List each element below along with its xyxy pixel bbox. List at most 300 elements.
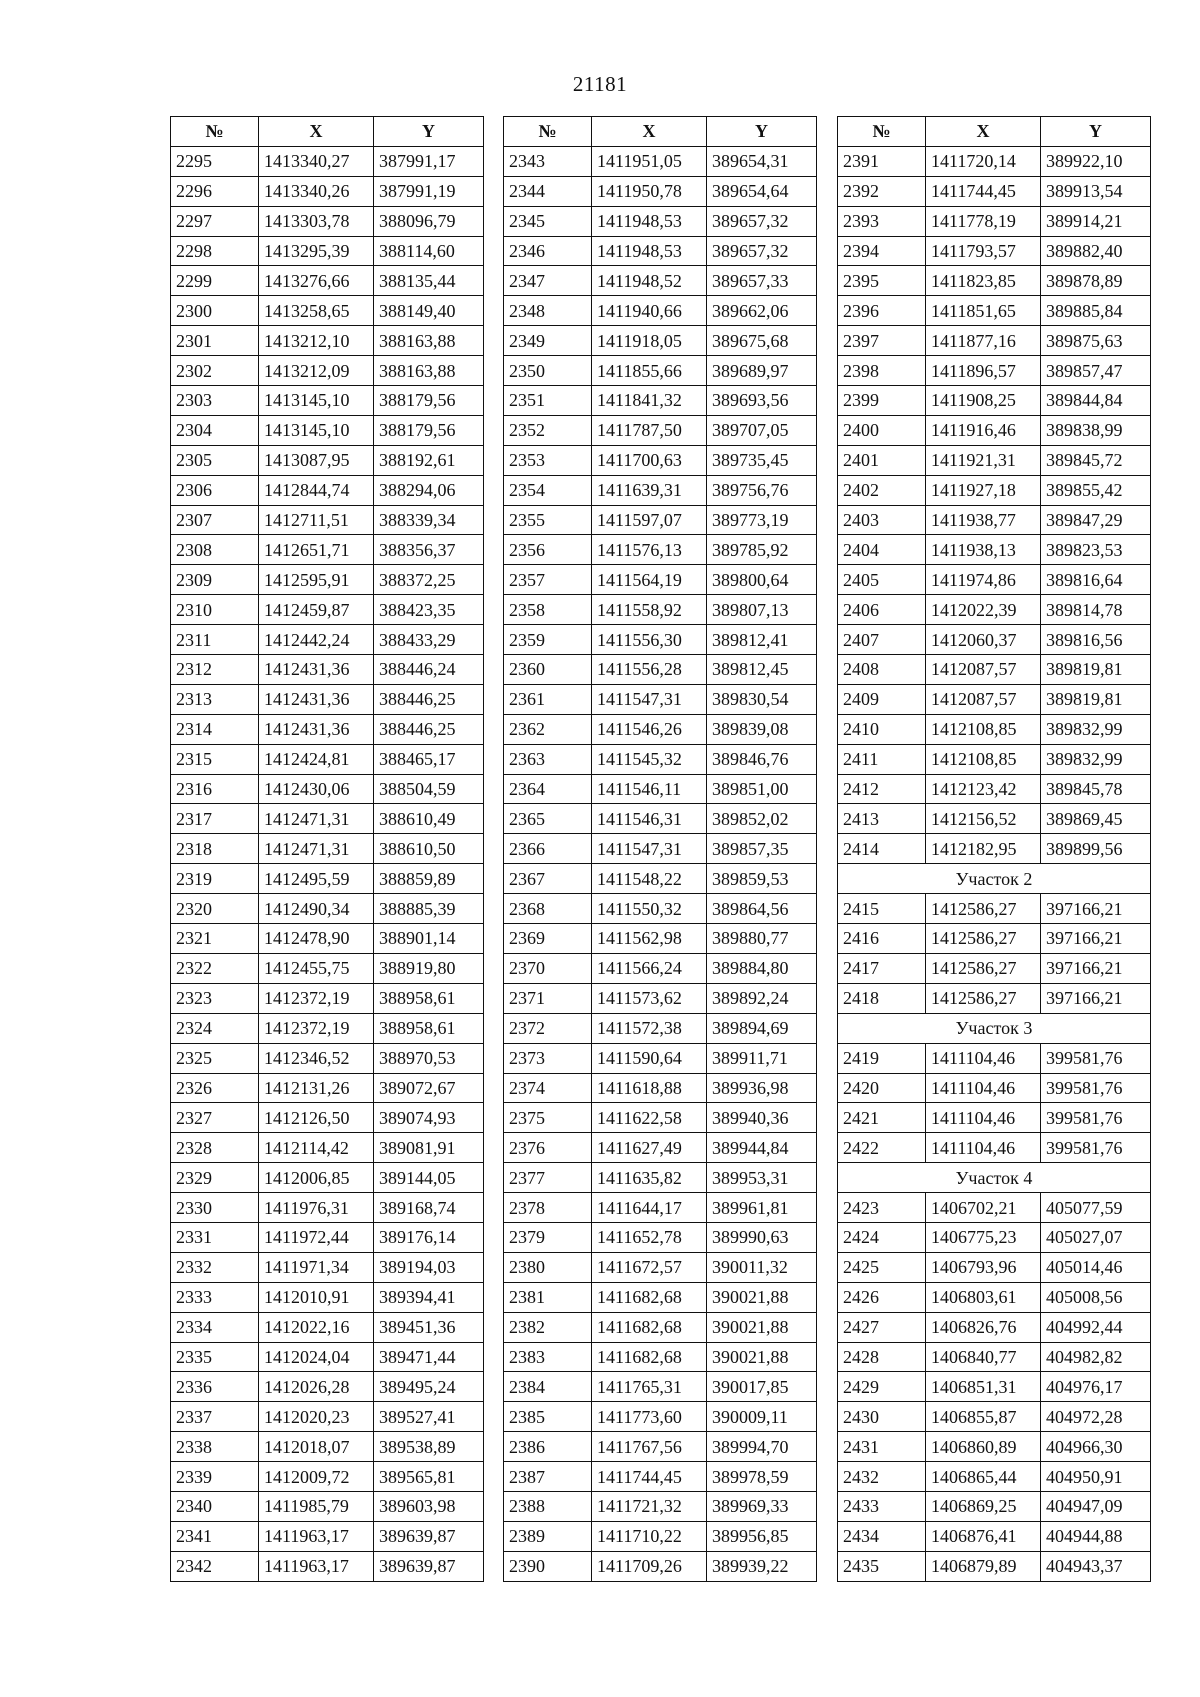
- x-coordinate-cell: 1411576,13: [592, 535, 707, 565]
- table-row: [838, 1372, 1151, 1402]
- table-row: [171, 296, 484, 326]
- y-coordinate-cell: 389144,05: [374, 1163, 484, 1193]
- x-coordinate-cell: 1413295,39: [259, 236, 374, 266]
- table-row: [171, 445, 484, 475]
- table-row: [838, 983, 1151, 1013]
- table-row: [171, 1163, 484, 1193]
- y-coordinate-cell: 405008,56: [1041, 1282, 1151, 1312]
- y-coordinate-cell: 389819,81: [1041, 684, 1151, 714]
- point-number-cell: 2331: [171, 1222, 259, 1252]
- x-coordinate-cell: 1412459,87: [259, 595, 374, 625]
- coordinates-table-1: [170, 116, 484, 1582]
- x-coordinate-cell: 1412586,27: [926, 894, 1041, 924]
- table-row: [171, 266, 484, 296]
- point-number-cell: 2357: [504, 565, 592, 595]
- y-coordinate-cell: 389081,91: [374, 1133, 484, 1163]
- y-coordinate-cell: 389940,36: [707, 1103, 817, 1133]
- table-row: [171, 1103, 484, 1133]
- point-number-cell: 2405: [838, 565, 926, 595]
- table-row: [504, 1462, 817, 1492]
- table-row: [171, 1432, 484, 1462]
- y-coordinate-cell: 389657,33: [707, 266, 817, 296]
- x-coordinate-cell: 1411855,66: [592, 356, 707, 386]
- y-coordinate-cell: 389914,21: [1041, 206, 1151, 236]
- x-coordinate-cell: 1406793,96: [926, 1252, 1041, 1282]
- y-coordinate-cell: 389990,63: [707, 1222, 817, 1252]
- table-row: [504, 864, 817, 894]
- table-row: [171, 1013, 484, 1043]
- x-coordinate-cell: 1411823,85: [926, 266, 1041, 296]
- y-coordinate-cell: 389832,99: [1041, 714, 1151, 744]
- x-coordinate-cell: 1411721,32: [592, 1491, 707, 1521]
- x-coordinate-cell: 1412651,71: [259, 535, 374, 565]
- y-coordinate-cell: 388114,60: [374, 236, 484, 266]
- point-number-cell: 2348: [504, 296, 592, 326]
- point-number-cell: 2300: [171, 296, 259, 326]
- point-number-cell: 2367: [504, 864, 592, 894]
- point-number-cell: 2373: [504, 1043, 592, 1073]
- table-row: [504, 1402, 817, 1432]
- table-row: [171, 1521, 484, 1551]
- x-coordinate-cell: 1411682,68: [592, 1342, 707, 1372]
- y-coordinate-cell: 389394,41: [374, 1282, 484, 1312]
- y-coordinate-cell: 389603,98: [374, 1491, 484, 1521]
- column-header-x: X: [259, 117, 374, 147]
- y-coordinate-cell: 389956,85: [707, 1521, 817, 1551]
- point-number-cell: 2323: [171, 983, 259, 1013]
- x-coordinate-cell: 1406803,61: [926, 1282, 1041, 1312]
- y-coordinate-cell: 389885,84: [1041, 296, 1151, 326]
- point-number-cell: 2391: [838, 146, 926, 176]
- y-coordinate-cell: 389565,81: [374, 1462, 484, 1492]
- point-number-cell: 2355: [504, 505, 592, 535]
- y-coordinate-cell: 389911,71: [707, 1043, 817, 1073]
- point-number-cell: 2432: [838, 1462, 926, 1492]
- y-coordinate-cell: 389859,53: [707, 864, 817, 894]
- point-number-cell: 2299: [171, 266, 259, 296]
- table-row: [504, 655, 817, 685]
- point-number-cell: 2362: [504, 714, 592, 744]
- table-row: [504, 535, 817, 565]
- point-number-cell: 2387: [504, 1462, 592, 1492]
- y-coordinate-cell: 389693,56: [707, 386, 817, 416]
- y-coordinate-cell: 389851,00: [707, 774, 817, 804]
- x-coordinate-cell: 1411951,05: [592, 146, 707, 176]
- point-number-cell: 2420: [838, 1073, 926, 1103]
- x-coordinate-cell: 1411948,53: [592, 206, 707, 236]
- point-number-cell: 2301: [171, 326, 259, 356]
- x-coordinate-cell: 1411916,46: [926, 415, 1041, 445]
- point-number-cell: 2410: [838, 714, 926, 744]
- point-number-cell: 2415: [838, 894, 926, 924]
- table-row: [504, 356, 817, 386]
- x-coordinate-cell: 1411566,24: [592, 953, 707, 983]
- point-number-cell: 2313: [171, 684, 259, 714]
- table-row: [838, 415, 1151, 445]
- x-coordinate-cell: 1411918,05: [592, 326, 707, 356]
- y-coordinate-cell: 389913,54: [1041, 176, 1151, 206]
- point-number-cell: 2431: [838, 1432, 926, 1462]
- x-coordinate-cell: 1412586,27: [926, 983, 1041, 1013]
- x-coordinate-cell: 1413212,10: [259, 326, 374, 356]
- x-coordinate-cell: 1413145,10: [259, 415, 374, 445]
- point-number-cell: 2390: [504, 1551, 592, 1581]
- x-coordinate-cell: 1411972,44: [259, 1222, 374, 1252]
- table-row: [504, 684, 817, 714]
- table-row: [838, 774, 1151, 804]
- x-coordinate-cell: 1411948,52: [592, 266, 707, 296]
- y-coordinate-cell: 389839,08: [707, 714, 817, 744]
- point-number-cell: 2354: [504, 475, 592, 505]
- table-row: [171, 176, 484, 206]
- y-coordinate-cell: 387991,19: [374, 176, 484, 206]
- y-coordinate-cell: 388958,61: [374, 983, 484, 1013]
- y-coordinate-cell: 404947,09: [1041, 1491, 1151, 1521]
- table-row: [504, 326, 817, 356]
- y-coordinate-cell: 389816,56: [1041, 625, 1151, 655]
- x-coordinate-cell: 1412478,90: [259, 924, 374, 954]
- point-number-cell: 2413: [838, 804, 926, 834]
- x-coordinate-cell: 1412346,52: [259, 1043, 374, 1073]
- x-coordinate-cell: 1411104,46: [926, 1073, 1041, 1103]
- point-number-cell: 2433: [838, 1491, 926, 1521]
- x-coordinate-cell: 1412595,91: [259, 565, 374, 595]
- x-coordinate-cell: 1411908,25: [926, 386, 1041, 416]
- y-coordinate-cell: 389857,47: [1041, 356, 1151, 386]
- y-coordinate-cell: 390021,88: [707, 1282, 817, 1312]
- point-number-cell: 2412: [838, 774, 926, 804]
- table-row: [838, 475, 1151, 505]
- x-coordinate-cell: 1411963,17: [259, 1521, 374, 1551]
- x-coordinate-cell: 1411556,28: [592, 655, 707, 685]
- table-row: [838, 206, 1151, 236]
- y-coordinate-cell: 389961,81: [707, 1193, 817, 1223]
- point-number-cell: 2376: [504, 1133, 592, 1163]
- y-coordinate-cell: 389814,78: [1041, 595, 1151, 625]
- y-coordinate-cell: 389953,31: [707, 1163, 817, 1193]
- table-row: [838, 1551, 1151, 1581]
- x-coordinate-cell: 1411652,78: [592, 1222, 707, 1252]
- table-row: [504, 386, 817, 416]
- point-number-cell: 2404: [838, 535, 926, 565]
- point-number-cell: 2425: [838, 1252, 926, 1282]
- x-coordinate-cell: 1411104,46: [926, 1043, 1041, 1073]
- x-coordinate-cell: 1411950,78: [592, 176, 707, 206]
- table-row: [171, 924, 484, 954]
- point-number-cell: 2414: [838, 834, 926, 864]
- table-row: [171, 744, 484, 774]
- y-coordinate-cell: 388163,88: [374, 356, 484, 386]
- table-row: [838, 445, 1151, 475]
- table-row: [838, 1312, 1151, 1342]
- y-coordinate-cell: 389845,78: [1041, 774, 1151, 804]
- x-coordinate-cell: 1411851,65: [926, 296, 1041, 326]
- y-coordinate-cell: 388149,40: [374, 296, 484, 326]
- table-row: [504, 1432, 817, 1462]
- x-coordinate-cell: 1406840,77: [926, 1342, 1041, 1372]
- y-coordinate-cell: 388179,56: [374, 386, 484, 416]
- table-row: [504, 595, 817, 625]
- table-row: [171, 834, 484, 864]
- table-row: [504, 415, 817, 445]
- y-coordinate-cell: 388465,17: [374, 744, 484, 774]
- point-number-cell: 2307: [171, 505, 259, 535]
- y-coordinate-cell: 389816,64: [1041, 565, 1151, 595]
- point-number-cell: 2306: [171, 475, 259, 505]
- x-coordinate-cell: 1411562,98: [592, 924, 707, 954]
- section-title: Участок 3: [838, 1013, 1151, 1043]
- y-coordinate-cell: 390021,88: [707, 1312, 817, 1342]
- y-coordinate-cell: 389882,40: [1041, 236, 1151, 266]
- point-number-cell: 2388: [504, 1491, 592, 1521]
- y-coordinate-cell: 389844,84: [1041, 386, 1151, 416]
- y-coordinate-cell: 389855,42: [1041, 475, 1151, 505]
- x-coordinate-cell: 1411639,31: [592, 475, 707, 505]
- y-coordinate-cell: 397166,21: [1041, 924, 1151, 954]
- point-number-cell: 2426: [838, 1282, 926, 1312]
- y-coordinate-cell: 388163,88: [374, 326, 484, 356]
- table-row: [171, 146, 484, 176]
- x-coordinate-cell: 1412424,81: [259, 744, 374, 774]
- x-coordinate-cell: 1411622,58: [592, 1103, 707, 1133]
- x-coordinate-cell: 1412108,85: [926, 744, 1041, 774]
- x-coordinate-cell: 1406851,31: [926, 1372, 1041, 1402]
- point-number-cell: 2384: [504, 1372, 592, 1402]
- table-row: [504, 1013, 817, 1043]
- x-coordinate-cell: 1412006,85: [259, 1163, 374, 1193]
- point-number-cell: 2329: [171, 1163, 259, 1193]
- x-coordinate-cell: 1412087,57: [926, 655, 1041, 685]
- x-coordinate-cell: 1411976,31: [259, 1193, 374, 1223]
- table-row: [838, 1491, 1151, 1521]
- x-coordinate-cell: 1411971,34: [259, 1252, 374, 1282]
- x-coordinate-cell: 1411744,45: [592, 1462, 707, 1492]
- table-row: [171, 1073, 484, 1103]
- x-coordinate-cell: 1411672,57: [592, 1252, 707, 1282]
- x-coordinate-cell: 1411558,92: [592, 595, 707, 625]
- y-coordinate-cell: 389819,81: [1041, 655, 1151, 685]
- point-number-cell: 2304: [171, 415, 259, 445]
- point-number-cell: 2428: [838, 1342, 926, 1372]
- y-coordinate-cell: 389756,76: [707, 475, 817, 505]
- y-coordinate-cell: 389176,14: [374, 1222, 484, 1252]
- table-row: [171, 1491, 484, 1521]
- y-coordinate-cell: 397166,21: [1041, 953, 1151, 983]
- point-number-cell: 2325: [171, 1043, 259, 1073]
- table-row: [838, 1133, 1151, 1163]
- point-number-cell: 2379: [504, 1222, 592, 1252]
- x-coordinate-cell: 1413340,26: [259, 176, 374, 206]
- table-row: [504, 714, 817, 744]
- point-number-cell: 2319: [171, 864, 259, 894]
- y-coordinate-cell: 404944,88: [1041, 1521, 1151, 1551]
- table-row: [504, 924, 817, 954]
- x-coordinate-cell: 1411104,46: [926, 1103, 1041, 1133]
- x-coordinate-cell: 1406860,89: [926, 1432, 1041, 1462]
- x-coordinate-cell: 1411547,31: [592, 834, 707, 864]
- point-number-cell: 2368: [504, 894, 592, 924]
- x-coordinate-cell: 1411709,26: [592, 1551, 707, 1581]
- point-number-cell: 2351: [504, 386, 592, 416]
- point-number-cell: 2375: [504, 1103, 592, 1133]
- table-row: [838, 1103, 1151, 1133]
- table-row: [171, 595, 484, 625]
- point-number-cell: 2427: [838, 1312, 926, 1342]
- x-coordinate-cell: 1406826,76: [926, 1312, 1041, 1342]
- point-number-cell: 2363: [504, 744, 592, 774]
- x-coordinate-cell: 1412024,04: [259, 1342, 374, 1372]
- y-coordinate-cell: 390009,11: [707, 1402, 817, 1432]
- point-number-cell: 2337: [171, 1402, 259, 1432]
- y-coordinate-cell: 405027,07: [1041, 1222, 1151, 1252]
- column-header-number: №: [504, 117, 592, 147]
- x-coordinate-cell: 1411744,45: [926, 176, 1041, 206]
- point-number-cell: 2353: [504, 445, 592, 475]
- x-coordinate-cell: 1411710,22: [592, 1521, 707, 1551]
- table-row: [838, 655, 1151, 685]
- y-coordinate-cell: 387991,17: [374, 146, 484, 176]
- table-row: [504, 953, 817, 983]
- table-row: [838, 894, 1151, 924]
- point-number-cell: 2344: [504, 176, 592, 206]
- section-header-row: [838, 864, 1151, 894]
- point-number-cell: 2341: [171, 1521, 259, 1551]
- y-coordinate-cell: 388919,80: [374, 953, 484, 983]
- table-row: [171, 1133, 484, 1163]
- y-coordinate-cell: 389892,24: [707, 983, 817, 1013]
- x-coordinate-cell: 1411590,64: [592, 1043, 707, 1073]
- table-row: [171, 1043, 484, 1073]
- point-number-cell: 2423: [838, 1193, 926, 1223]
- column-header-number: №: [171, 117, 259, 147]
- x-coordinate-cell: 1412123,42: [926, 774, 1041, 804]
- table-row: [838, 356, 1151, 386]
- y-coordinate-cell: 388859,89: [374, 864, 484, 894]
- point-number-cell: 2418: [838, 983, 926, 1013]
- y-coordinate-cell: 388504,59: [374, 774, 484, 804]
- point-number-cell: 2365: [504, 804, 592, 834]
- x-coordinate-cell: 1412020,23: [259, 1402, 374, 1432]
- point-number-cell: 2409: [838, 684, 926, 714]
- x-coordinate-cell: 1412471,31: [259, 804, 374, 834]
- table-row: [838, 1073, 1151, 1103]
- section-title: Участок 4: [838, 1163, 1151, 1193]
- point-number-cell: 2332: [171, 1252, 259, 1282]
- table-row: [171, 1312, 484, 1342]
- point-number-cell: 2382: [504, 1312, 592, 1342]
- point-number-cell: 2364: [504, 774, 592, 804]
- point-number-cell: 2309: [171, 565, 259, 595]
- x-coordinate-cell: 1411618,88: [592, 1073, 707, 1103]
- column-header-number: №: [838, 117, 926, 147]
- y-coordinate-cell: 388423,35: [374, 595, 484, 625]
- point-number-cell: 2327: [171, 1103, 259, 1133]
- point-number-cell: 2360: [504, 655, 592, 685]
- table-row: [504, 1073, 817, 1103]
- y-coordinate-cell: 389800,64: [707, 565, 817, 595]
- y-coordinate-cell: 388356,37: [374, 535, 484, 565]
- table-row: [171, 774, 484, 804]
- x-coordinate-cell: 1406702,21: [926, 1193, 1041, 1223]
- x-coordinate-cell: 1412087,57: [926, 684, 1041, 714]
- x-coordinate-cell: 1413276,66: [259, 266, 374, 296]
- y-coordinate-cell: 389812,45: [707, 655, 817, 685]
- point-number-cell: 2349: [504, 326, 592, 356]
- x-coordinate-cell: 1412431,36: [259, 655, 374, 685]
- table-row: [171, 684, 484, 714]
- x-coordinate-cell: 1413303,78: [259, 206, 374, 236]
- x-coordinate-cell: 1411546,26: [592, 714, 707, 744]
- y-coordinate-cell: 388135,44: [374, 266, 484, 296]
- x-coordinate-cell: 1411948,53: [592, 236, 707, 266]
- x-coordinate-cell: 1411787,50: [592, 415, 707, 445]
- coordinates-table-2: [503, 116, 817, 1582]
- y-coordinate-cell: 389654,31: [707, 146, 817, 176]
- x-coordinate-cell: 1411556,30: [592, 625, 707, 655]
- y-coordinate-cell: 389830,54: [707, 684, 817, 714]
- point-number-cell: 2361: [504, 684, 592, 714]
- table-row: [171, 356, 484, 386]
- coordinates-table-3: [837, 116, 1151, 1582]
- y-coordinate-cell: 389675,68: [707, 326, 817, 356]
- x-coordinate-cell: 1411927,18: [926, 475, 1041, 505]
- table-row: [504, 1103, 817, 1133]
- x-coordinate-cell: 1411572,38: [592, 1013, 707, 1043]
- point-number-cell: 2421: [838, 1103, 926, 1133]
- x-coordinate-cell: 1413145,10: [259, 386, 374, 416]
- point-number-cell: 2326: [171, 1073, 259, 1103]
- x-coordinate-cell: 1411921,31: [926, 445, 1041, 475]
- table-row: [504, 983, 817, 1013]
- x-coordinate-cell: 1411938,77: [926, 505, 1041, 535]
- table-row: [504, 625, 817, 655]
- x-coordinate-cell: 1412586,27: [926, 953, 1041, 983]
- table-row: [171, 1252, 484, 1282]
- point-number-cell: 2296: [171, 176, 259, 206]
- point-number-cell: 2403: [838, 505, 926, 535]
- point-number-cell: 2336: [171, 1372, 259, 1402]
- table-row: [504, 804, 817, 834]
- y-coordinate-cell: 389869,45: [1041, 804, 1151, 834]
- point-number-cell: 2359: [504, 625, 592, 655]
- x-coordinate-cell: 1411778,19: [926, 206, 1041, 236]
- x-coordinate-cell: 1411700,63: [592, 445, 707, 475]
- y-coordinate-cell: 388192,61: [374, 445, 484, 475]
- point-number-cell: 2350: [504, 356, 592, 386]
- table-row: [171, 475, 484, 505]
- point-number-cell: 2345: [504, 206, 592, 236]
- y-coordinate-cell: 388446,25: [374, 714, 484, 744]
- table-row: [504, 176, 817, 206]
- point-number-cell: 2416: [838, 924, 926, 954]
- table-row: [504, 565, 817, 595]
- table-row: [838, 296, 1151, 326]
- table-row: [171, 1372, 484, 1402]
- x-coordinate-cell: 1412431,36: [259, 714, 374, 744]
- point-number-cell: 2370: [504, 953, 592, 983]
- x-coordinate-cell: 1412010,91: [259, 1282, 374, 1312]
- table-row: [504, 774, 817, 804]
- y-coordinate-cell: 389735,45: [707, 445, 817, 475]
- x-coordinate-cell: 1412126,50: [259, 1103, 374, 1133]
- section-header-row: [838, 1013, 1151, 1043]
- table-row: [504, 1133, 817, 1163]
- x-coordinate-cell: 1412114,42: [259, 1133, 374, 1163]
- point-number-cell: 2395: [838, 266, 926, 296]
- point-number-cell: 2342: [171, 1551, 259, 1581]
- table-row: [171, 894, 484, 924]
- table-row: [838, 1342, 1151, 1372]
